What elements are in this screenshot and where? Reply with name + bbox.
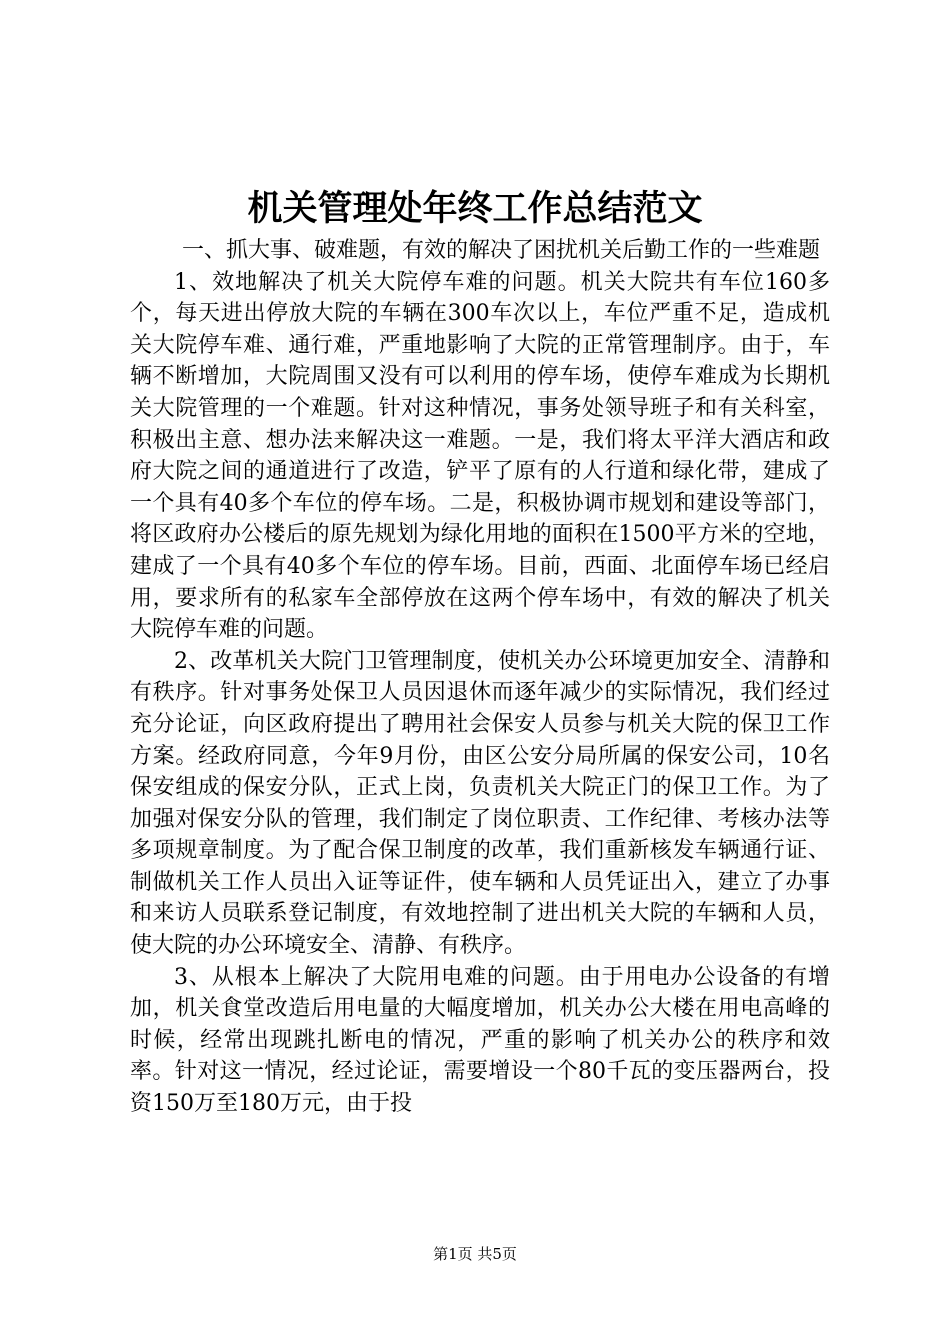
document-title: 机关管理处年终工作总结范文 bbox=[247, 188, 703, 229]
paragraph-parking: 1、效地解决了机关大院停车难的问题。机关大院共有车位160多个，每天进出停放大院的车辆在300车次以上，车位严重不足，造成机关大院停车难、通行难，严重地影响了大院的正常管理制序。由于，车辆不断增加，大院周围又没有可以利用的停车场，使停车难成为长期机关大院管理的一个难题。针对这种情况，事务处领导班子和有关科室，积极出主意、想办法来解决这一难题。一是，我们将太平洋大酒店和政府大院之间的通道进行了改造，铲平了原有的人行道和绿化带，建成了一个具有40多个车位的停车场。二是，积极协调市规划和建设等部门，将区政府办公楼后的原先规划为绿化用地的面积在1500平方米的空地，建成了一个具有40多个车位的停车场。目前，西面、北面停车场已经启用，要求所有的私家车全部停放在这两个停车场中，有效的解决了机关大院停车难的问题。 bbox=[130, 269, 830, 643]
paragraph-electricity: 3、从根本上解决了大院用电难的问题。由于用电办公设备的有增加，机关食堂改造后用电量的大幅度增加，机关办公大楼在用电高峰的时候，经常出现跳扎断电的情况，严重的影响了机关办公的秩序和效率。针对这一情况，经过论证，需要增设一个80千瓦的变压器两台，投资150万至180万元，由于投 bbox=[130, 964, 830, 1117]
paragraph-security: 2、改革机关大院门卫管理制度，使机关办公环境更加安全、清静和有秩序。针对事务处保卫人员因退休而逐年减少的实际情况，我们经过充分论证，向区政府提出了聘用社会保安人员参与机关大院的保卫工作方案。经政府同意，今年9月份，由区公安分局所属的保安公司，10名保安组成的保安分队，正式上岗，负责机关大院正门的保卫工作。为了加强对保安分队的管理，我们制定了岗位职责、工作纪律、考核办法等多项规章制度。为了配合保卫制度的改革，我们重新核发车辆通行证、制做机关工作人员出入证等证件，使车辆和人员凭证出入，建立了办事和来访人员联系登记制度，有效地控制了进出机关大院的车辆和人员，使大院的办公环境安全、清静、有秩序。 bbox=[130, 648, 830, 959]
section-heading: 一、抓大事、破难题，有效的解决了困扰机关后勤工作的一些难题 bbox=[182, 238, 821, 263]
document-body bbox=[130, 235, 830, 1120]
page-number: 第1页 共5页 bbox=[433, 1245, 517, 1263]
